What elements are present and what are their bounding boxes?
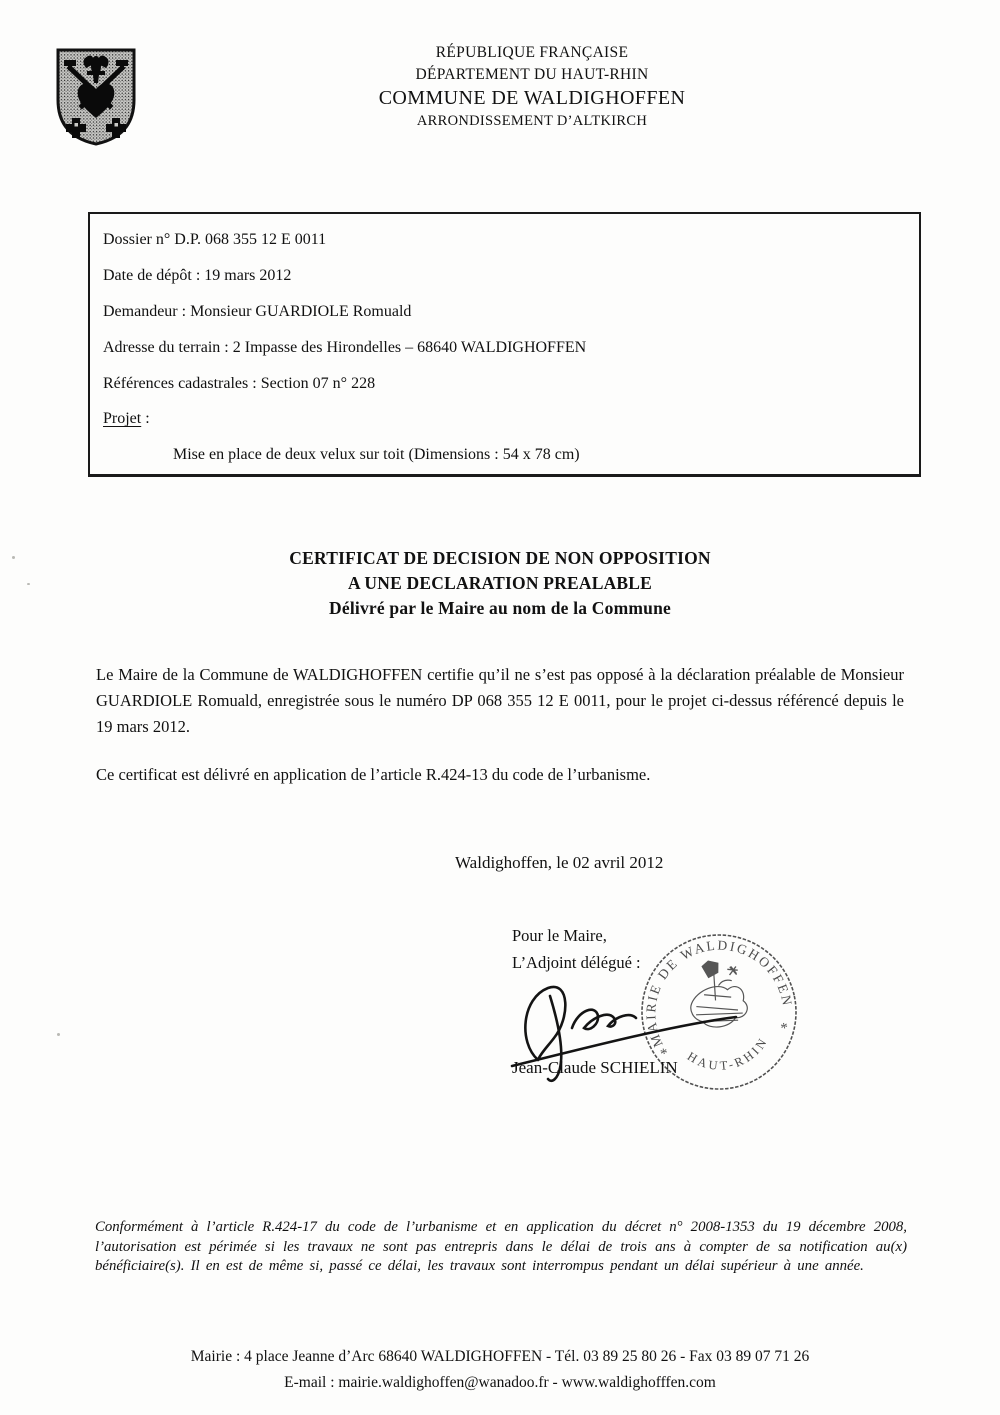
stamp-top-text: MAIRIE DE WALDIGHOFFEN: [643, 937, 796, 1050]
project-label-colon: :: [141, 410, 150, 427]
project-label: Projet: [103, 410, 142, 427]
cadastral-references-row: Références cadastrales : Section 07 n° 228: [103, 375, 376, 392]
dossier-number-row: Dossier n° D.P. 068 355 12 E 0011: [103, 231, 327, 248]
adjoint-delegue-line: L’Adjoint délégué :: [512, 953, 641, 972]
signatory-name: Jean-Claude SCHIELIN: [512, 1058, 678, 1077]
dossier-info-box: [88, 212, 921, 477]
certificate-title: [0, 546, 1000, 621]
stamp-star-left: *: [659, 1045, 670, 1063]
deposit-date-row: Date de dépôt : 19 mars 2012: [103, 267, 292, 284]
legal-validity-note: Conformément à l’article R.424-17 du code de l’urbanisme et en application du décret n° 2008-1353 du 19 décembre 2008, l’autorisation est périmée si les travaux ne sont pas entrepris dans le délai de trois ans à compter de sa notification au(x) bénéficiaire(s). Il en est de même si, passé ce délai, les travaux sont interrompus pendant un délai supérieur à une année.: [95, 1219, 907, 1274]
stamp-bottom-text: HAUT-RHIN: [684, 1033, 771, 1073]
article-paragraph: Ce certificat est délivré en application de l’article R.424-13 du code de l’urbanisme.: [96, 765, 651, 784]
stamp-star-right: *: [779, 1020, 790, 1038]
certificate-title-line3: Délivré par le Maire au nom de la Commune: [329, 598, 671, 618]
pour-le-maire-line: Pour le Maire,: [512, 926, 607, 945]
arrondissement-line: ARRONDISSEMENT D’ALTKIRCH: [416, 113, 648, 129]
certificate-title-line1: CERTIFICAT DE DECISION DE NON OPPOSITION: [289, 548, 711, 568]
footer-address-phone: Mairie : 4 place Jeanne d’Arc 68640 WALDIGHOFFEN - Tél. 03 89 25 80 26 - Fax 03 89 07 71 26: [190, 1348, 810, 1365]
mairie-contact-footer: [0, 1344, 1000, 1396]
footer-email-website: E-mail : mairie.waldighoffen@wanadoo.fr - www.waldighofffen.com: [284, 1374, 716, 1391]
commune-coat-of-arms-icon: [54, 44, 138, 148]
terrain-address-row: Adresse du terrain : 2 Impasse des Hirondelles – 68640 WALDIGHOFFEN: [103, 339, 587, 356]
scan-speck: [12, 556, 15, 559]
republic-line: RÉPUBLIQUE FRANÇAISE: [435, 44, 629, 61]
place-and-date: Waldighoffen, le 02 avril 2012: [455, 853, 664, 872]
project-label-row: [103, 402, 909, 435]
department-line: DÉPARTEMENT DU HAUT-RHIN: [415, 66, 649, 83]
scan-speck: [27, 583, 30, 585]
applicant-row: Demandeur : Monsieur GUARDIOLE Romuald: [103, 303, 412, 320]
certification-paragraph: Le Maire de la Commune de WALDIGHOFFEN certifie qu’il ne s’est pas opposé à la déclaration préalable de Monsieur GUARDIOLE Romuald, enregistrée sous le numéro DP 068 355 12 E 0011, pour le projet ci-dessus référencé depuis le 19 mars 2012.: [96, 665, 904, 736]
project-description-row: Mise en place de deux velux sur toit (Dimensions : 54 x 78 cm): [173, 446, 580, 463]
certificate-title-line2: A UNE DECLARATION PREALABLE: [347, 573, 653, 593]
letterhead: [232, 42, 832, 132]
scan-speck: [57, 1033, 60, 1036]
commune-line: COMMUNE DE WALDIGHOFFEN: [378, 87, 686, 109]
